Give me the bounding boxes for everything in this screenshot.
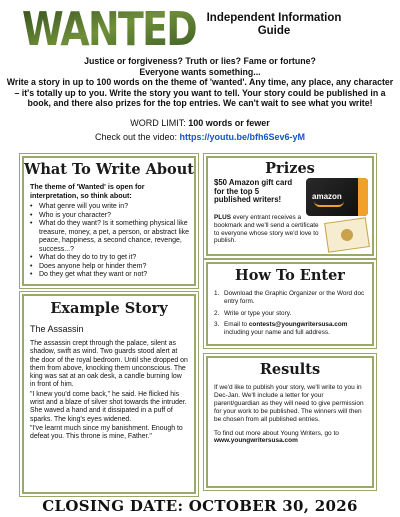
step-number: 3. <box>214 321 220 329</box>
list-item: • Do they get what they want or not? <box>30 271 190 280</box>
how-to-enter-box <box>206 262 374 346</box>
story-paragraph: "I knew you'd come back," he said. He flicked his wrist and a blaze of silver shot towards the intruder. She waved a hand and it dissipated in a puff of sparks. The king's eyes widened. <box>30 390 187 423</box>
intro-line2: Everyone wants something... <box>139 66 261 77</box>
story-paragraph: "I've learnt much since my banishment. Enough to defeat you. This throne is mine, Father." <box>30 424 183 441</box>
seal-icon <box>340 228 354 242</box>
enter-title: How To Enter <box>235 267 345 284</box>
prize-gift-card: $50 Amazon gift card for the top 5 published writers! <box>214 178 293 205</box>
story-box-title: Example Story <box>50 300 168 317</box>
enter-steps <box>214 290 368 337</box>
intro-body: Write a story in up to 100 words on the theme of 'wanted'. Any time, any place, any character – it's totally up to you. Write the story you want to tell. Your story could be published in a book, and there also prizes for the top entries. We can't wait to see what you write! <box>6 77 394 109</box>
video-line <box>0 132 400 142</box>
video-link[interactable]: https://youtu.be/bfh6Sev6-yM <box>179 132 306 142</box>
certificate-image <box>324 217 370 253</box>
prize2-text: every entrant receives a bookmark and we'll send a certificate to everyone whose story we'd love to publish. <box>214 214 319 245</box>
prize-bookmark <box>214 214 320 245</box>
intro-line1: Justice or forgiveness? Truth or lies? Fame or fortune? <box>84 56 316 66</box>
list-item: • What do they do to try to get it? <box>30 254 190 263</box>
step-post: including your name and full address. <box>224 329 330 337</box>
list-item: • What do they want? Is it something physical like treasure, money, a pet, a person, or abstract like peace, happiness, a second chance, revenge, success...? <box>30 220 190 254</box>
step-pre: Email to <box>224 321 248 329</box>
website-link[interactable]: www.youngwritersusa.com <box>214 437 298 445</box>
results-box <box>206 356 374 488</box>
card-stripe <box>358 178 368 216</box>
step-item <box>214 321 368 337</box>
guide-title <box>204 12 344 38</box>
step-text: Write or type your story. <box>224 309 292 317</box>
results-paragraph: If we'd like to publish your story, we'll write to you in Dec-Jan. We'll include a letter for your parent/guardian as they will need to give permission for your work to be published. The winners will then be chosen from all published entries. <box>214 384 364 423</box>
gift-card-brand: amazon <box>312 192 342 201</box>
closing-date: CLOSING DATE: OCTOBER 30, 2026 <box>42 497 358 515</box>
story-title: The Assassin <box>30 324 84 334</box>
prizes-title: Prizes <box>265 160 315 177</box>
guide-title-line1: Independent Information <box>206 12 342 24</box>
what-list <box>30 203 190 280</box>
gift-card-image <box>306 178 368 216</box>
prize2-bold: PLUS <box>214 214 232 221</box>
step-item <box>214 310 368 318</box>
smile-logo-icon <box>314 201 344 207</box>
example-story-box <box>22 294 196 494</box>
prizes-box <box>206 156 374 256</box>
word-limit-label: WORD LIMIT: <box>130 118 186 128</box>
list-item: • What genre will you write in? <box>30 203 190 212</box>
results-title: Results <box>259 361 321 378</box>
word-limit <box>0 118 400 128</box>
what-lead: The theme of 'Wanted' is open for interpretation, so think about: <box>30 182 145 200</box>
header <box>0 0 400 54</box>
logo-text: WANTED <box>22 2 196 56</box>
results-more <box>214 430 366 446</box>
story-paragraph: The assassin crept through the palace, silent as shadow, swift as wind. Two guards stood alert at the door of the royal bedroom. Until she dropped on them from above, knocking them unconscious. The king was sat at an oak desk, a candle burning low in front of him. <box>30 340 188 389</box>
contest-email-link[interactable]: contests@youngwritersusa.com <box>248 321 348 329</box>
step-item <box>214 290 368 306</box>
step-number: 1. <box>214 290 220 297</box>
video-label: Check out the video: <box>94 132 178 142</box>
results-more-text: To find out more about Young Writers, go to <box>214 429 339 437</box>
step-text: Download the Graphic Organizer or the Word doc entry form. <box>224 290 365 305</box>
word-limit-value: 100 words or fewer <box>188 118 270 128</box>
what-title: What To Write About <box>24 161 194 178</box>
step-number: 2. <box>214 309 220 317</box>
guide-title-line2: Guide <box>257 25 291 37</box>
wanted-logo <box>20 2 198 56</box>
intro <box>6 56 394 109</box>
list-item: • Who is your character? <box>30 212 190 221</box>
list-item: • Does anyone help or hinder them? <box>30 263 190 272</box>
what-to-write-box <box>22 156 196 286</box>
